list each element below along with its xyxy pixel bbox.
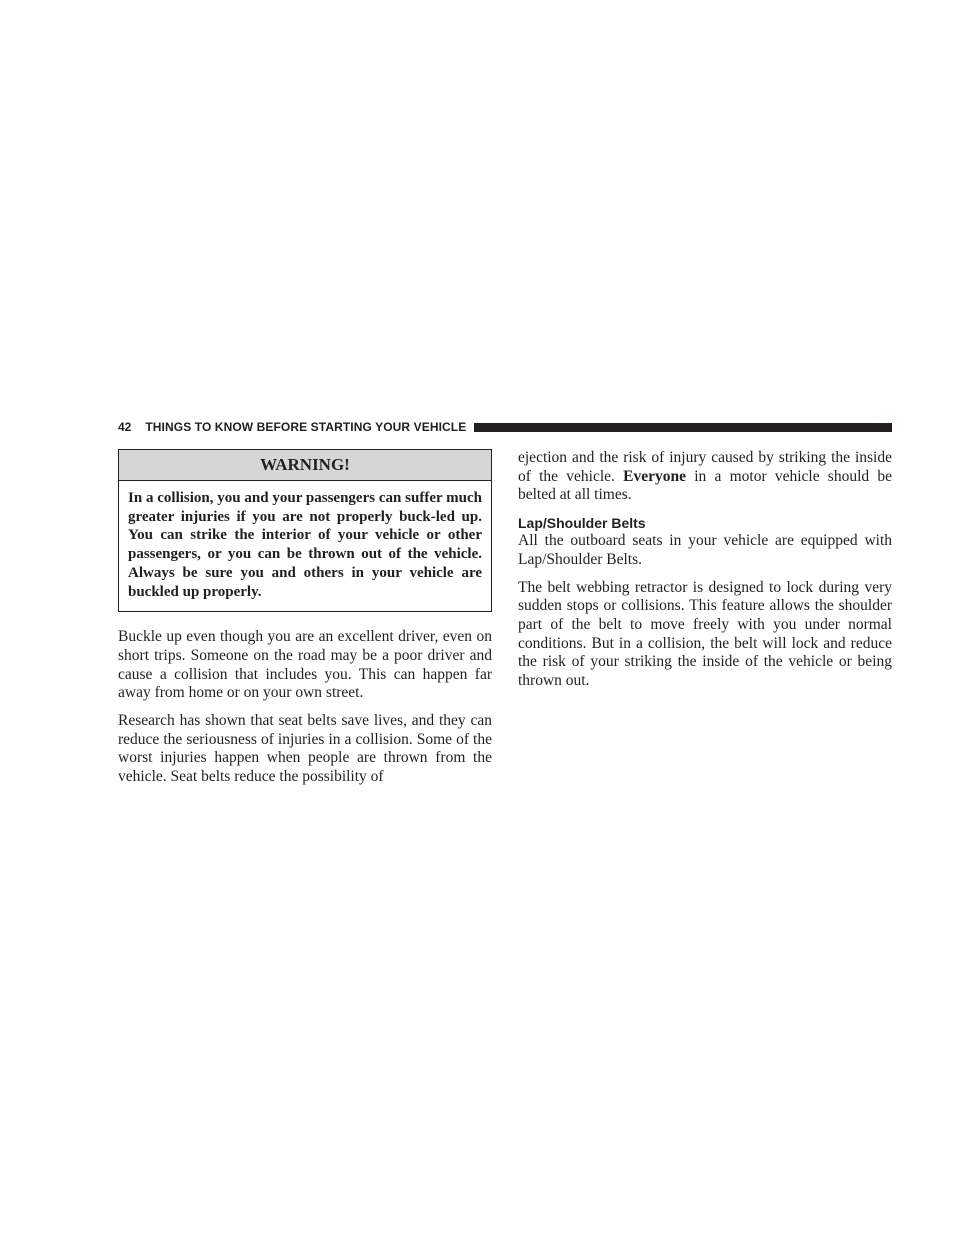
paragraph-buckle-up: Buckle up even though you are an excellent driver, even on short trips. Someone on the road may be a poor driver and cause a collision that includes you. This can happen far away from home or on your own street. xyxy=(118,628,492,702)
paragraph-research: Research has shown that seat belts save lives, and they can reduce the seriousness of injuries in a collision. Some of the worst injuries happen when people are thrown from the vehicle. Seat belts reduce the possibility of xyxy=(118,712,492,786)
subheading-lap-shoulder-belts: Lap/Shoulder Belts xyxy=(518,515,646,532)
paragraph-ejection-bold: Everyone xyxy=(623,467,686,485)
section-title: THINGS TO KNOW BEFORE STARTING YOUR VEHICLE xyxy=(145,420,467,434)
paragraph-ejection-end: in a motor vehicle should be belted at all times. xyxy=(518,467,892,504)
warning-body: In a collision, you and your passengers can suffer much greater injuries if you are not properly buck-led up. You can strike the interior of your vehicle or other passengers, or you can be thrown out of the vehicle. Always be sure you and others in your vehicle are buckled up properly. xyxy=(128,490,482,600)
paragraph-ejection-start: ejection and the risk of injury caused by striking the inside of the vehicle. xyxy=(518,449,892,485)
paragraph-retractor: The belt webbing retractor is designed to lock during very sudden stops or collisions. This feature allows the shoulder part of the belt to move freely with you under normal conditions. But in a collision, the belt will lock and reduce the risk of your striking the inside of the vehicle or being thrown out. xyxy=(518,578,892,690)
page-number: 42 xyxy=(118,420,132,434)
left-column xyxy=(118,449,492,787)
page-header xyxy=(118,418,892,436)
warning-title: WARNING! xyxy=(119,450,491,481)
right-column xyxy=(518,449,892,691)
warning-box xyxy=(118,449,492,612)
paragraph-ejection xyxy=(518,449,892,505)
header-rule xyxy=(474,423,892,432)
paragraph-outboard-seats: All the outboard seats in your vehicle are equipped with Lap/Shoulder Belts. xyxy=(518,532,892,568)
